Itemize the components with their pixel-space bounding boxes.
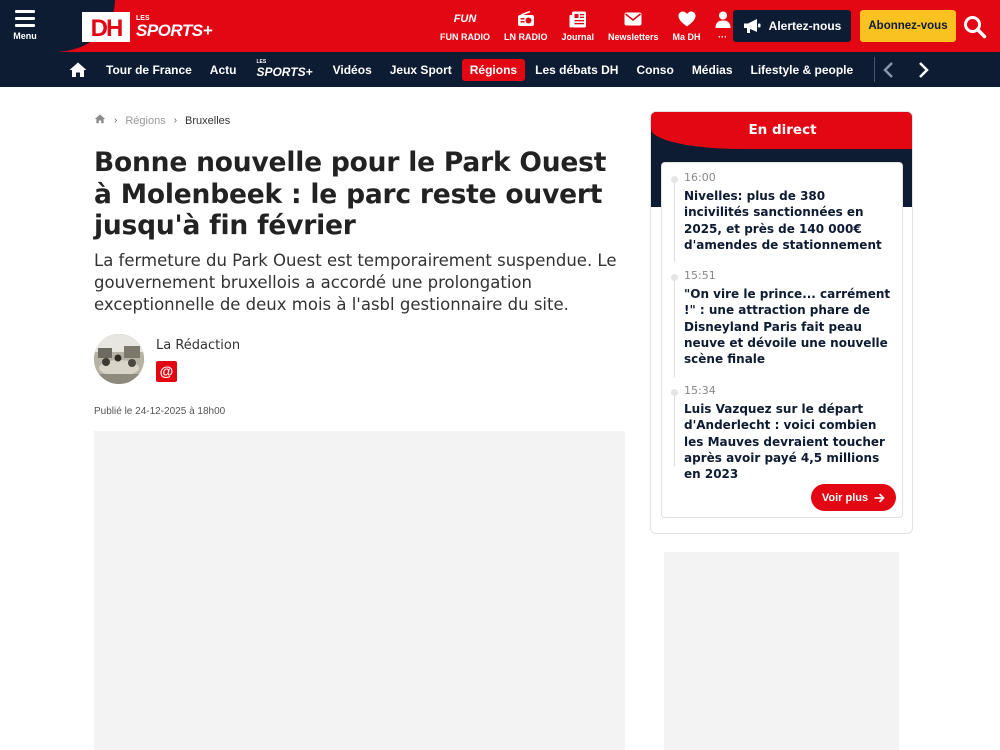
les-sports-logo: LES SPORTS+ xyxy=(256,59,313,79)
article-title: Bonne nouvelle pour le Park Ouest à Molenbeek : le parc reste ouvert jusqu'à fin février xyxy=(94,147,607,241)
hamburger-icon xyxy=(4,8,46,27)
nav-items xyxy=(98,52,874,87)
logo-sports-mark: LES SPORTS+ xyxy=(136,14,213,40)
radio-icon xyxy=(504,10,548,28)
breadcrumb-regions[interactable]: Régions xyxy=(125,114,166,127)
live-entry-time: 16:00 xyxy=(684,171,716,184)
fun-radio-icon: FUN xyxy=(453,13,477,25)
top-header xyxy=(0,0,1000,52)
menu-button[interactable] xyxy=(4,8,46,46)
live-panel xyxy=(650,111,913,534)
nav-scroll-right-button[interactable] xyxy=(914,60,932,80)
live-panel-title: En direct xyxy=(748,122,817,138)
arrow-right-icon xyxy=(874,493,885,503)
nav-item-medias[interactable]: Médias xyxy=(691,62,733,77)
timeline-line xyxy=(674,181,675,262)
author-name[interactable]: La Rédaction xyxy=(156,338,241,353)
nav-item-conso[interactable]: Conso xyxy=(636,62,674,77)
alert-us-button[interactable]: Alertez-nous xyxy=(733,10,851,42)
header-links xyxy=(440,10,745,42)
megaphone-icon xyxy=(743,18,761,34)
header-link-fun-radio[interactable]: FUN FUN RADIO xyxy=(440,10,490,42)
main-nav xyxy=(0,52,1000,87)
dh-logo[interactable] xyxy=(82,12,212,42)
live-entry[interactable] xyxy=(684,269,894,367)
live-entry-headline: "On vire le prince... carrément !" : une attraction phare de Disneyland Paris fait peau neuve et dévoile une nouvelle scène finale xyxy=(684,287,891,367)
menu-label: Menu xyxy=(13,31,37,41)
ad-slot xyxy=(664,552,899,750)
home-icon xyxy=(68,60,88,80)
live-entry[interactable] xyxy=(684,171,894,253)
search-icon xyxy=(962,14,988,40)
timeline-line xyxy=(674,394,675,466)
live-entry[interactable] xyxy=(684,384,894,482)
nav-item-jeux-sport[interactable]: Jeux Sport xyxy=(389,62,452,77)
chevron-right-icon: › xyxy=(114,115,118,126)
header-link-ma-dh[interactable]: Ma DH xyxy=(673,10,701,42)
chevron-left-icon xyxy=(880,60,898,80)
chevron-right-icon xyxy=(914,60,932,80)
see-more-button[interactable]: Voir plus xyxy=(811,484,896,511)
subscribe-button[interactable]: Abonnez-vous xyxy=(860,10,956,42)
nav-item-les-sports[interactable] xyxy=(246,58,322,81)
breadcrumb xyxy=(94,113,230,128)
nav-divider xyxy=(874,57,875,82)
header-link-journal[interactable]: Journal xyxy=(562,10,595,42)
nav-item-videos[interactable]: Vidéos xyxy=(332,62,372,77)
article-media xyxy=(94,431,625,750)
breadcrumb-home-icon[interactable] xyxy=(94,113,106,128)
header-link-ln-radio[interactable]: LN RADIO xyxy=(504,10,548,42)
live-entry-headline: Nivelles: plus de 380 incivilités sanctionnées en 2025, et près de 140 000€ d'amendes de stationnement xyxy=(684,189,882,252)
heart-icon xyxy=(673,10,701,28)
mail-icon xyxy=(608,10,659,28)
article-lede: La fermeture du Park Ouest est temporairement suspendue. Le gouvernement bruxellois a accordé une prolongation exceptionnelle de deux mois à l'asbl gestionnaire du site. xyxy=(94,251,617,314)
nav-item-tour-de-france[interactable]: Tour de France xyxy=(106,62,192,77)
live-entry-headline: Luis Vazquez sur le départ d'Anderlecht : voici combien les Mauves devraient toucher après avoir payé 4,5 millions en 2023 xyxy=(684,402,885,482)
breadcrumb-bruxelles[interactable]: Bruxelles xyxy=(185,114,231,127)
nav-item-actu[interactable]: Actu xyxy=(209,62,237,77)
author-email-button[interactable]: @ xyxy=(156,361,177,382)
timeline-dot xyxy=(671,176,678,183)
live-entry-time: 15:51 xyxy=(684,269,716,282)
chevron-right-icon: › xyxy=(173,115,178,126)
newspaper-icon xyxy=(562,10,595,28)
timeline-line xyxy=(674,279,675,377)
nav-item-les-debats-dh[interactable]: Les débats DH xyxy=(535,62,619,77)
author-avatar[interactable] xyxy=(94,334,144,384)
live-feed xyxy=(661,162,903,518)
timeline-dot xyxy=(671,274,678,281)
header-link-newsletters[interactable]: Newsletters xyxy=(608,10,659,42)
search-button[interactable] xyxy=(962,14,988,40)
nav-home-button[interactable] xyxy=(68,60,88,80)
nav-item-regions[interactable]: Régions xyxy=(462,59,525,81)
user-icon xyxy=(715,10,731,28)
nav-item-lifestyle-people[interactable]: Lifestyle & people xyxy=(750,62,854,77)
live-entry-time: 15:34 xyxy=(684,384,716,397)
header-link-account[interactable]: ··· xyxy=(715,10,731,42)
logo-dh-mark: DH xyxy=(82,12,130,42)
nav-scroll-left-button[interactable] xyxy=(880,60,898,80)
timeline-dot xyxy=(671,389,678,396)
published-date: Publié le 24-12-2025 à 18h00 xyxy=(94,406,226,417)
